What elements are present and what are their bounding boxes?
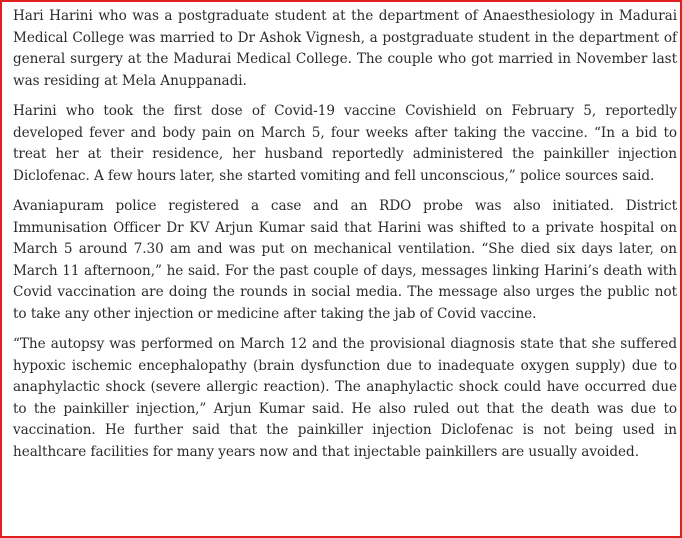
article-paragraph-2: Harini who took the first dose of Covid-19 vaccine Covishield on February 5, reportedly developed fever and body pain on March 5, four weeks after taking the vaccine. “In a bid to treat her at their residence, her husband reportedly administered the painkiller injection Diclofenac. A few hours later, she started vomiting and fell unconscious,” police sources said. <box>13 103 677 184</box>
article-paragraph-1: Hari Harini who was a postgraduate student at the department of Anaesthesiology in Madurai Medical College was married to Dr Ashok Vignesh, a postgraduate student in the department of general surgery at the Madurai Medical College. The couple who got married in November last was residing at Mela Anuppanadi. <box>13 8 677 89</box>
article-paragraph-4: “The autopsy was performed on March 12 and the provisional diagnosis state that she suffered hypoxic ischemic encephalopathy (brain dysfunction due to inadequate oxygen supply) due to anaphylactic shock (severe allergic reaction). The anaphylactic shock could have occurred due to the painkiller injection,” Arjun Kumar said. He also ruled out that the death was due to vaccination. He further said that the painkiller injection Diclofenac is not being used in healthcare facilities for many years now and that injectable painkillers are usually avoided. <box>13 336 677 460</box>
article-body <box>13 6 677 472</box>
article-paragraph-3: Avaniapuram police registered a case and an RDO probe was also initiated. District Immunisation Officer Dr KV Arjun Kumar said that Harini was shifted to a private hospital on March 5 around 7.30 am and was put on mechanical ventilation. “She died six days later, on March 11 afternoon,” he said. For the past couple of days, messages linking Harini’s death with Covid vaccination are doing the rounds in social media. The message also urges the public not to take any other injection or medicine after taking the jab of Covid vaccine. <box>13 198 677 322</box>
